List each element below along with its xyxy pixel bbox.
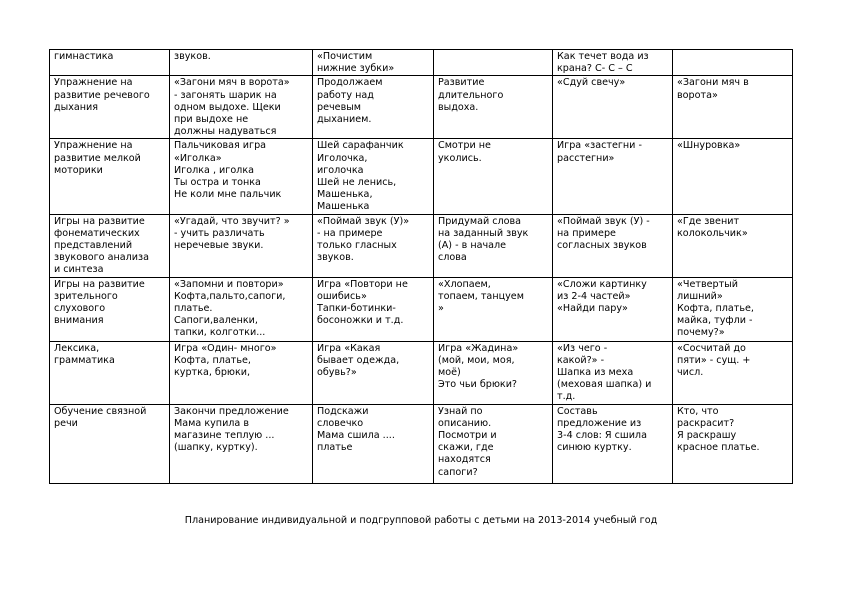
cell-text-line: Тапки-ботинки-: [317, 303, 396, 315]
cell-text-line: Это чьи брюки?: [438, 379, 518, 391]
cell-text-line: Обучение связной: [54, 405, 147, 417]
cell-text-line: «Где звенит: [677, 215, 740, 227]
cell-text-line: - загонять шарик на: [174, 89, 277, 101]
cell-text-line: внимания: [54, 315, 104, 327]
table-cell: [434, 50, 553, 76]
cell-text-line: «Загони мяч в: [677, 77, 749, 89]
cell-text-line: Как течет вода из: [557, 51, 649, 62]
cell-text-line: ворота»: [677, 89, 718, 101]
cell-text-line: босоножки и т.д.: [317, 315, 404, 327]
cell-text-line: словечко: [317, 417, 364, 429]
cell-text-line: магазине теплую ...: [174, 430, 275, 442]
cell-text-line: «Четвертый: [677, 278, 738, 290]
cell-text-line: Узнай по: [438, 405, 483, 417]
cell-text-line: красное платье.: [677, 442, 760, 454]
cell-text-line: нижние зубки»: [317, 63, 395, 75]
row-header-cell: [50, 76, 170, 139]
table-cell: [170, 50, 313, 76]
cell-text-line: Кофта,пальто,сапоги,: [174, 290, 286, 302]
cell-text-line: майка, туфли -: [677, 315, 753, 327]
cell-text-line: грамматика: [54, 354, 115, 366]
cell-text-line: (шапку, куртку).: [174, 442, 258, 454]
cell-text-line: Ты остра и тонка: [174, 177, 261, 189]
cell-text-line: «Угадай, что звучит? »: [174, 215, 290, 227]
cell-text-line: ошибись»: [317, 290, 367, 302]
cell-text-line: Я раскрашу: [677, 430, 737, 442]
cell-text-line: «Поймай звук (У)»: [317, 215, 410, 227]
cell-text-line: уколись.: [438, 152, 482, 164]
table-cell: [673, 404, 793, 483]
cell-text-line: Пальчиковая игра: [174, 140, 267, 152]
table-cell: [434, 214, 553, 277]
cell-text-line: Иголочка,: [317, 152, 368, 164]
cell-text-line: «Сложи картинку: [557, 278, 647, 290]
cell-text-line: Придумай слова: [438, 215, 522, 227]
cell-text-line: колокольчик»: [677, 227, 748, 239]
row-header-cell: [50, 341, 170, 404]
table-row: [50, 404, 793, 483]
cell-text-line: Мама купила в: [174, 417, 250, 429]
table-cell: [313, 50, 434, 76]
cell-text-line: согласных звуков: [557, 240, 647, 252]
cell-text-line: звуков.: [317, 252, 354, 264]
cell-text-line: «Почистим: [317, 51, 373, 62]
table-cell: [553, 139, 673, 214]
table-cell: [673, 214, 793, 277]
cell-text-line: куртка, брюки,: [174, 367, 251, 379]
cell-text-line: (А) - в начале: [438, 240, 507, 252]
table-cell: [673, 50, 793, 76]
cell-text-line: Упражнение на: [54, 77, 133, 89]
table-row: [50, 277, 793, 341]
cell-text-line: Игра «застегни -: [557, 140, 642, 152]
cell-text-line: моё): [438, 367, 461, 379]
row-header-cell: [50, 139, 170, 214]
cell-text-line: «Найди пару»: [557, 303, 628, 315]
cell-text-line: - учить различать: [174, 227, 265, 239]
cell-text-line: платье: [317, 442, 353, 454]
cell-text-line: Игра «Один- много»: [174, 342, 277, 354]
cell-text-line: обувь?»: [317, 367, 357, 379]
cell-text-line: представлений: [54, 240, 133, 252]
cell-text-line: Иголка , иголка: [174, 164, 254, 176]
cell-text-line: дыханием.: [317, 114, 372, 126]
cell-text-line: тапки, колготки...: [174, 327, 266, 339]
table-cell: [170, 214, 313, 277]
table-cell: [170, 76, 313, 139]
cell-text-line: Продолжаем: [317, 77, 383, 89]
table-cell: [170, 277, 313, 341]
cell-text-line: работу над: [317, 89, 374, 101]
cell-text-line: синюю куртку.: [557, 442, 632, 454]
cell-text-line: расстегни»: [557, 152, 615, 164]
cell-text-line: развитие речевого: [54, 89, 150, 101]
cell-text-line: числ.: [677, 367, 704, 379]
cell-text-line: при выдохе не: [174, 114, 249, 126]
cell-text-line: Игры на развитие: [54, 215, 145, 227]
cell-text-line: находятся: [438, 454, 491, 466]
cell-text-line: Сапоги,валенки,: [174, 315, 258, 327]
cell-text-line: только гласных: [317, 240, 397, 252]
cell-text-line: бывает одежда,: [317, 354, 400, 366]
cell-text-line: Смотри не: [438, 140, 491, 152]
cell-text-line: фонематических: [54, 227, 140, 239]
cell-text-line: почему?»: [677, 327, 725, 339]
table-row: [50, 139, 793, 214]
cell-text-line: «Из чего -: [557, 342, 608, 354]
cell-text-line: Машенька: [317, 201, 370, 213]
cell-text-line: слова: [438, 252, 467, 264]
cell-text-line: т.д.: [557, 391, 576, 403]
cell-text-line: «Запомни и повтори»: [174, 278, 284, 290]
table-row: [50, 341, 793, 404]
row-header-cell: [50, 214, 170, 277]
cell-text-line: «Иголка»: [174, 152, 222, 164]
cell-text-line: речевым: [317, 101, 362, 113]
cell-text-line: Составь: [557, 405, 598, 417]
cell-text-line: Игры на развитие: [54, 278, 145, 290]
cell-text-line: сапоги?: [438, 466, 478, 478]
cell-text-line: раскрасит?: [677, 417, 735, 429]
cell-text-line: одном выдохе. Щеки: [174, 101, 281, 113]
cell-text-line: речи: [54, 417, 78, 429]
cell-text-line: зрительного: [54, 290, 118, 302]
cell-text-line: крана? С- С – С: [557, 63, 633, 75]
cell-text-line: платье.: [174, 303, 213, 315]
cell-text-line: Не коли мне пальчик: [174, 189, 282, 201]
cell-text-line: выдоха.: [438, 101, 479, 113]
table-cell: [673, 76, 793, 139]
cell-text-line: какой?» -: [557, 354, 605, 366]
cell-text-line: и синтеза: [54, 264, 104, 276]
table-cell: [170, 139, 313, 214]
cell-text-line: Шей не ленись,: [317, 177, 397, 189]
cell-text-line: иголочка: [317, 164, 364, 176]
table-cell: [434, 277, 553, 341]
cell-text-line: (меховая шапка) и: [557, 379, 652, 391]
cell-text-line: Кто, что: [677, 405, 719, 417]
table-cell: [434, 341, 553, 404]
table-cell: [673, 139, 793, 214]
table-cell: [313, 341, 434, 404]
cell-text-line: неречевые звуки.: [174, 240, 264, 252]
cell-text-line: «Хлопаем,: [438, 278, 491, 290]
cell-text-line: Игра «Какая: [317, 342, 381, 354]
table-cell: [673, 277, 793, 341]
cell-text-line: Подскажи: [317, 405, 369, 417]
cell-text-line: из 2-4 частей»: [557, 290, 631, 302]
table-row: [50, 76, 793, 139]
table-cell: [313, 76, 434, 139]
cell-text-line: моторики: [54, 164, 103, 176]
cell-text-line: лишний»: [677, 290, 723, 302]
cell-text-line: длительного: [438, 89, 504, 101]
row-header-cell: [50, 404, 170, 483]
cell-text-line: предложение из: [557, 417, 642, 429]
cell-text-line: Упражнение на: [54, 140, 133, 152]
cell-text-line: слухового: [54, 303, 106, 315]
cell-text-line: Мама сшила ....: [317, 430, 395, 442]
cell-text-line: - на примере: [317, 227, 383, 239]
cell-text-line: »: [438, 303, 444, 315]
table-cell: [313, 277, 434, 341]
cell-text-line: «Поймай звук (У) -: [557, 215, 650, 227]
cell-text-line: Кофта, платье,: [677, 303, 754, 315]
work-plan-table: [49, 49, 793, 484]
cell-text-line: «Загони мяч в ворота»: [174, 77, 290, 89]
cell-text-line: Игра «Повтори не: [317, 278, 408, 290]
cell-text-line: Посмотри и: [438, 430, 497, 442]
cell-text-line: звуков.: [174, 51, 211, 62]
cell-text-line: Шей сарафанчик: [317, 140, 404, 152]
cell-text-line: на заданный звук: [438, 227, 529, 239]
table-row: [50, 214, 793, 277]
table-cell: [553, 341, 673, 404]
cell-text-line: (мой, мои, моя,: [438, 354, 515, 366]
cell-text-line: Развитие: [438, 77, 485, 89]
cell-text-line: скажи, где: [438, 442, 494, 454]
cell-text-line: Шапка из меха: [557, 367, 634, 379]
cell-text-line: «Сдуй свечу»: [557, 77, 626, 89]
table-cell: [170, 404, 313, 483]
table-cell: [553, 214, 673, 277]
row-header-cell: [50, 277, 170, 341]
cell-text-line: 3-4 слов: Я сшила: [557, 430, 647, 442]
cell-text-line: Кофта, платье,: [174, 354, 251, 366]
cell-text-line: топаем, танцуем: [438, 290, 524, 302]
cell-text-line: Лексика,: [54, 342, 100, 354]
table-cell: [553, 277, 673, 341]
cell-text-line: звукового анализа: [54, 252, 149, 264]
table-cell: [553, 76, 673, 139]
table-cell: [434, 139, 553, 214]
cell-text-line: «Сосчитай до: [677, 342, 746, 354]
table-cell: [434, 76, 553, 139]
cell-text-line: гимнастика: [54, 51, 114, 62]
cell-text-line: развитие мелкой: [54, 152, 141, 164]
table-cell: [553, 50, 673, 76]
table-cell: [313, 404, 434, 483]
cell-text-line: Машенька,: [317, 189, 373, 201]
cell-text-line: пяти» - сущ. +: [677, 354, 751, 366]
cell-text-line: должны надуваться: [174, 126, 277, 138]
cell-text-line: дыхания: [54, 101, 99, 113]
table-row: [50, 50, 793, 76]
table-cell: [673, 341, 793, 404]
table-cell: [313, 139, 434, 214]
table-cell: [434, 404, 553, 483]
row-header-cell: [50, 50, 170, 76]
cell-text-line: на примере: [557, 227, 616, 239]
table-cell: [313, 214, 434, 277]
table-cell: [170, 341, 313, 404]
cell-text-line: «Шнуровка»: [677, 140, 741, 152]
cell-text-line: описанию.: [438, 417, 492, 429]
cell-text-line: Закончи предложение: [174, 405, 289, 417]
cell-text-line: Игра «Жадина»: [438, 342, 519, 354]
table-cell: [553, 404, 673, 483]
work-plan-table-body: [50, 50, 793, 484]
page-caption: Планирование индивидуальной и подгрупповой работы с детьми на 2013-2014 учебный год: [184, 515, 658, 526]
